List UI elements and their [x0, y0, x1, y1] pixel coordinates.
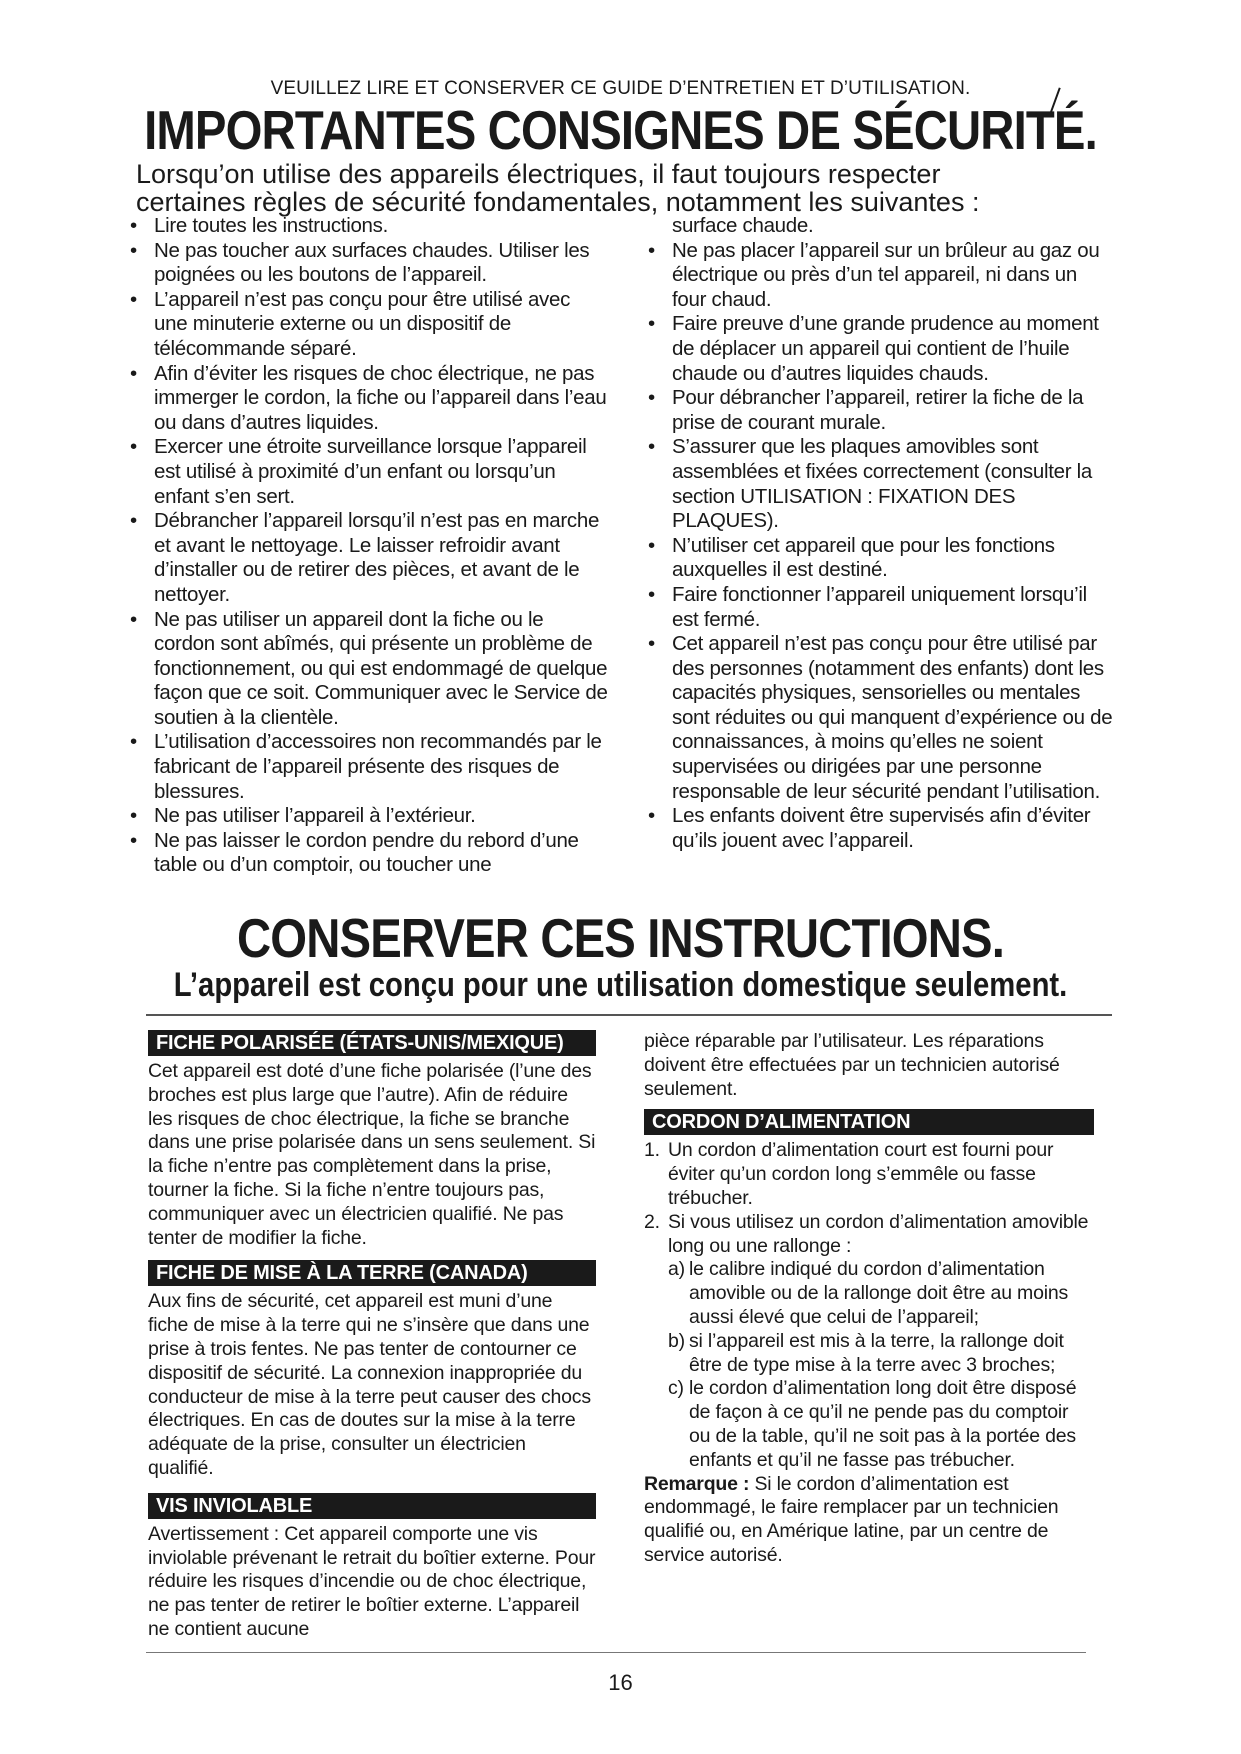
subitem-label: c) — [668, 1377, 684, 1400]
lead-line-1: Lorsqu’on utilise des appareils électriques, il faut toujours respecter — [136, 159, 941, 189]
list-item: • Afin d’éviter les risques de choc électrique, ne pas immerger le cordon, la fiche ou l’appareil dans l’eau ou dans d’autres liquides. — [128, 362, 608, 436]
tamper-screw-continuation: pièce réparable par l’utilisateur. Les réparations doivent être effectuées par un technicien autorisé seulement. — [644, 1030, 1060, 1100]
tamper-screw-heading: VIS INVIOLABLE — [148, 1493, 596, 1519]
note-text: Si le cordon d’alimentation est endommagé, le faire remplacer par un technicien qualifié ou, en Amérique latine, par un centre de service autorisé. — [644, 1472, 1059, 1566]
item-text: Si vous utilisez un cordon d’alimentation amovible long ou une rallonge : — [668, 1210, 1089, 1257]
lead-line-2: certaines règles de sécurité fondamentales, notamment les suivantes : — [136, 187, 980, 217]
list-item: • N’utiliser cet appareil que pour les fonctions auxquelles il est destiné. — [646, 534, 1116, 583]
cord-note — [644, 1473, 1094, 1568]
tamper-screw-text: Avertissement : Cet appareil comporte une vis inviolable prévenant le retrait du boîtier externe. Pour réduire les risques d’incendie ou de choc électrique, ne pas tenter de retirer le boîtier externe. L’appareil ne contient aucune — [148, 1522, 596, 1640]
cord-item-2 — [644, 1211, 1094, 1259]
list-item-continuation: surface chaude. — [672, 214, 814, 237]
footer-divider — [146, 1652, 1086, 1653]
list-item: • L’appareil n’est pas conçu pour être utilisé avec une minuterie externe ou un dispositif de télécommande séparé. — [128, 288, 608, 362]
subitem-label: b) — [668, 1329, 685, 1352]
subitem-text: si l’appareil est mis à la terre, la rallonge doit être de type mise à la terre avec 3 broches; — [689, 1329, 1064, 1376]
grounded-plug-text: Aux fins de sécurité, cet appareil est muni d’une fiche de mise à la terre qui ne s’insère que dans une prise à trois fentes. Ne pas tenter de contourner ce dispositif de sécurité. La connexion inappropriée du conducteur de mise à la terre peut causer des chocs électriques. En cas de doutes sur la mise à la terre adéquate de la prise, consulter un électricien qualifié. — [148, 1290, 591, 1479]
polarized-plug-text: Cet appareil est doté d’une fiche polarisée (l’une des broches est plus large que l’autre). Afin de réduire les risques de choc électrique, la fiche se branche dans une prise polarisée dans un sens seulement. Si la fiche n’entre pas complètement dans la prise, tourner la fiche. Si la fiche n’entre toujours pas, communiquer avec un électricien qualifié. Ne pas tenter de modifier la fiche. — [148, 1060, 596, 1249]
lead-text — [136, 160, 1136, 216]
list-item: • Ne pas utiliser l’appareil à l’extérieur. — [128, 804, 608, 829]
item-number: 2. — [644, 1210, 660, 1233]
item-number: 1. — [644, 1139, 660, 1162]
list-item: • Ne pas utiliser un appareil dont la fiche ou le cordon sont abîmés, qui présente un problème de fonctionnement, ou qui est endommagé de quelque façon que ce soit. Communiquer avec le Service de soutien à la clientèle. — [128, 608, 608, 731]
keep-instructions-title: CONSERVER CES INSTRUCTIONS. — [237, 907, 1004, 969]
list-item: • Débrancher l’appareil lorsqu’il n’est pas en marche et avant le nettoyage. Le laisser refroidir avant d’installer ou de retirer des pièces, et avant de le nettoyer. — [128, 509, 608, 607]
power-cord-heading: CORDON D’ALIMENTATION — [644, 1109, 1094, 1135]
polarized-plug-heading: FICHE POLARISÉE (ÉTATS-UNIS/MEXIQUE) — [148, 1030, 596, 1056]
list-item: • Les enfants doivent être supervisés afin d’éviter qu’ils jouent avec l’appareil. — [646, 804, 1116, 853]
list-item: • Faire preuve d’une grande prudence au moment de déplacer un appareil qui contient de l’huile chaude ou d’autres liquides chauds. — [646, 312, 1116, 386]
grounded-plug-heading: FICHE DE MISE À LA TERRE (CANADA) — [148, 1260, 596, 1286]
item-text: Un cordon d’alimentation court est fourni pour éviter qu’un cordon long s’emmêle ou fasse trébucher. — [668, 1139, 1054, 1209]
cord-subitem-b — [644, 1330, 1094, 1378]
list-item: • Ne pas toucher aux surfaces chaudes. Utiliser les poignées ou les boutons de l’appareil. — [128, 239, 608, 288]
list-item: • Cet appareil n’est pas conçu pour être utilisé par des personnes (notamment des enfants) dont les capacités physiques, sensorielles ou mentales sont réduites ou qui manquent d’expérience ou de connaissances, à moins qu’elles ne soient supervisées ou dirigées par une personne responsable de leur sécurité pendant l’utilisation. — [646, 632, 1116, 804]
cord-item-1 — [644, 1139, 1094, 1210]
list-item: • Pour débrancher l’appareil, retirer la fiche de la prise de courant murale. — [646, 386, 1116, 435]
intro-text: VEUILLEZ LIRE ET CONSERVER CE GUIDE D’ENTRETIEN ET D’UTILISATION. — [270, 78, 971, 99]
left-sections — [148, 1030, 596, 1642]
list-item: • Exercer une étroite surveillance lorsque l’appareil est utilisé à proximité d’un enfant ou lorsqu’un enfant s’en sert. — [128, 435, 608, 509]
list-item: • Ne pas placer l’appareil sur un brûleur au gaz ou électrique ou près d’un tel appareil, ni dans un four chaud. — [646, 239, 1116, 313]
cord-subitem-a — [644, 1258, 1094, 1329]
divider — [146, 1014, 1112, 1016]
safety-list-right — [646, 214, 1116, 853]
page-title: IMPORTANTES CONSIGNES DE SÉCURITÉ. — [144, 99, 1097, 161]
subitem-text: le cordon d’alimentation long doit être disposé de façon à ce qu’il ne pende pas du comptoir ou de la table, qu’il ne soit pas à la portée des enfants et qu’il ne fasse pas trébucher. — [689, 1377, 1077, 1471]
page-number: 16 — [608, 1670, 633, 1695]
list-item: • Ne pas laisser le cordon pendre du rebord d’une table ou d’un comptoir, ou toucher une — [128, 829, 608, 878]
safety-list-left — [128, 214, 608, 878]
list-item: • Lire toutes les instructions. — [128, 214, 608, 239]
subitem-text: le calibre indiqué du cordon d’alimentation amovible ou de la rallonge doit être au moins aussi élevé que celui de l’appareil; — [689, 1258, 1069, 1328]
household-use-subtitle: L’appareil est conçu pour une utilisation domestique seulement. — [173, 966, 1068, 1004]
list-item: • Faire fonctionner l’appareil uniquement lorsqu’il est fermé. — [646, 583, 1116, 632]
list-item: • L’utilisation d’accessoires non recommandés par le fabricant de l’appareil présente des risques de blessures. — [128, 730, 608, 804]
subitem-label: a) — [668, 1258, 685, 1281]
note-label: Remarque : — [644, 1472, 750, 1495]
cord-subitem-c — [644, 1377, 1094, 1472]
right-sections — [644, 1030, 1094, 1568]
list-item: • S’assurer que les plaques amovibles sont assemblées et fixées correctement (consulter la section UTILISATION : FIXATION DES PLAQUES). — [646, 435, 1116, 533]
